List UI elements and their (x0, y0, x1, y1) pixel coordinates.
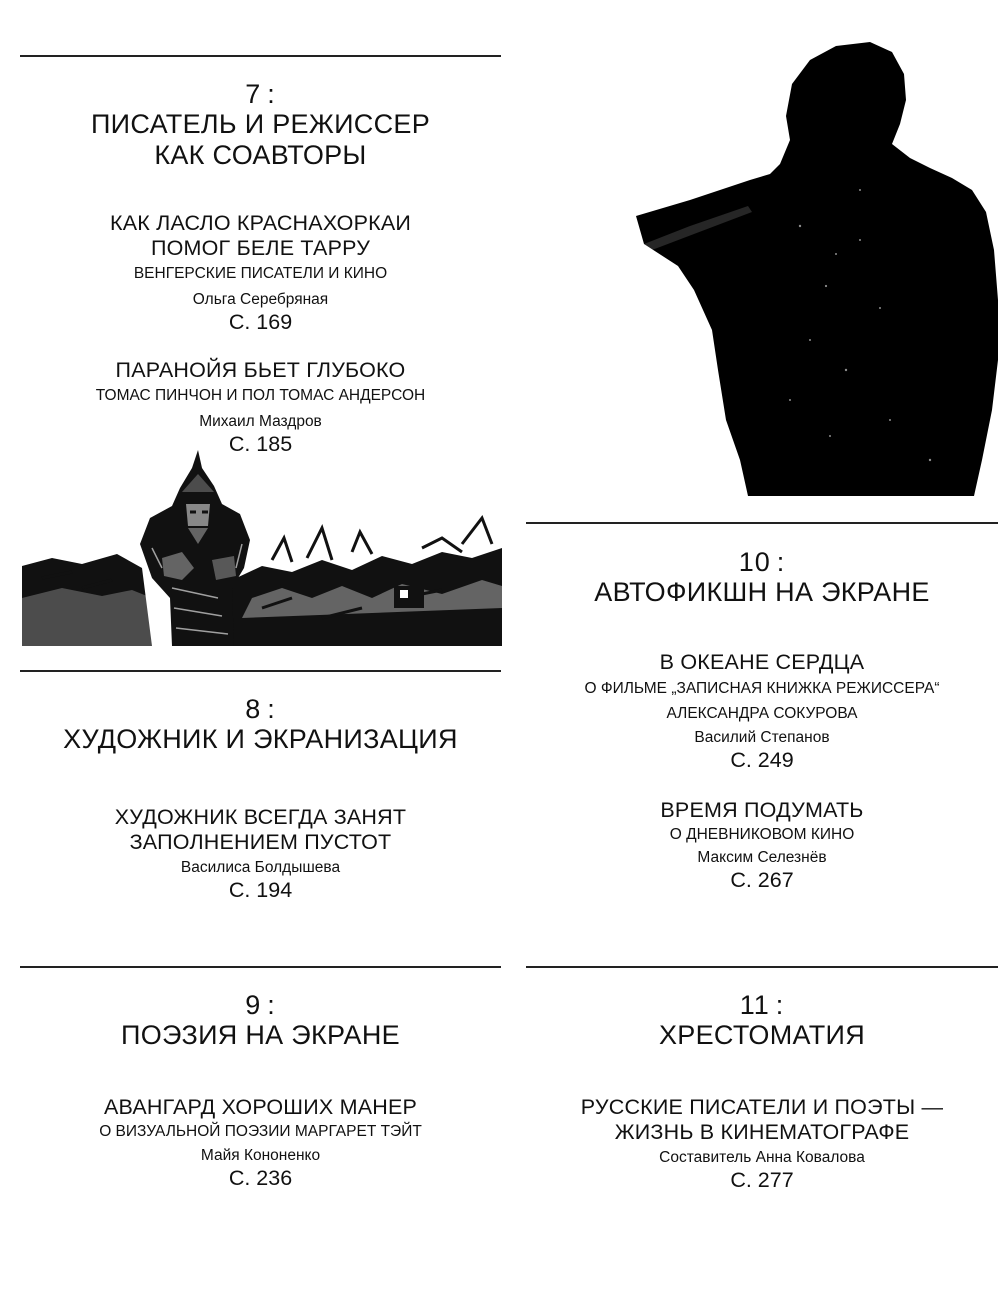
section-title: ХРЕСТОМАТИЯ (659, 1020, 865, 1050)
article-subtitle: О ДНЕВНИКОВОМ КИНО (669, 826, 855, 843)
section-number: 10 : (738, 547, 786, 577)
section-8 (20, 694, 501, 902)
article-author: Максим Селезнёв (697, 849, 827, 866)
section-9 (20, 990, 501, 1190)
article-title: ВРЕМЯ ПОДУМАТЬ (660, 798, 864, 822)
article-entry[interactable] (20, 358, 501, 456)
article-title: ХУДОЖНИК ВСЕГДА ЗАНЯТ ЗАПОЛНЕНИЕМ ПУСТОТ (114, 805, 407, 854)
divider-top-left (20, 55, 501, 57)
article-author: Майя Кононенко (200, 1147, 321, 1164)
article-entry[interactable] (526, 650, 998, 772)
article-title: В ОКЕАНЕ СЕРДЦА (659, 650, 865, 674)
article-title: РУССКИЕ ПИСАТЕЛИ И ПОЭТЫ — ЖИЗНЬ В КИНЕМАТОГРАФЕ (580, 1095, 944, 1144)
article-author: Ольга Серебряная (192, 291, 329, 308)
article-subtitle: ВЕНГЕРСКИЕ ПИСАТЕЛИ И КИНО (133, 265, 388, 282)
article-author: Василиса Болдышева (180, 859, 341, 876)
section-title: ПИСАТЕЛЬ И РЕЖИССЕР КАК СОАВТОРЫ (90, 109, 431, 170)
article-title: АВАНГАРД ХОРОШИХ МАНЕР (103, 1095, 418, 1119)
article-subtitle: ТОМАС ПИНЧОН И ПОЛ ТОМАС АНДЕРСОН (95, 387, 426, 404)
section-title: АВТОФИКШН НА ЭКРАНЕ (594, 577, 930, 607)
divider-left-mid (20, 670, 501, 672)
article-entry[interactable] (526, 798, 998, 892)
article-page: С. 249 (730, 748, 794, 772)
section-number: 8 : (245, 694, 276, 724)
section-10 (526, 547, 998, 892)
warrior-engraving-illustration (22, 448, 502, 646)
divider-right-bottom (526, 966, 998, 968)
article-entry[interactable] (20, 805, 501, 902)
article-title: КАК ЛАСЛО КРАСНАХОРКАИ ПОМОГ БЕЛЕ ТАРРУ (109, 211, 412, 260)
divider-left-bottom (20, 966, 501, 968)
article-page: С. 169 (228, 310, 293, 334)
article-author: Михаил Маздров (199, 413, 322, 430)
article-page: С. 267 (730, 868, 794, 892)
article-entry[interactable] (20, 1095, 501, 1190)
section-7 (20, 79, 501, 456)
section-title: ПОЭЗИЯ НА ЭКРАНЕ (121, 1020, 400, 1050)
article-entry[interactable] (20, 211, 501, 334)
article-author: Составитель Анна Ковалова (659, 1149, 865, 1166)
section-number: 9 : (245, 990, 276, 1020)
section-number: 7 : (245, 79, 276, 109)
section-title: ХУДОЖНИК И ЭКРАНИЗАЦИЯ (63, 724, 458, 754)
article-subtitle: О ВИЗУАЛЬНОЙ ПОЭЗИИ МАРГАРЕТ ТЭЙТ (99, 1123, 422, 1140)
section-number: 11 : (739, 990, 785, 1020)
article-title: ПАРАНОЙЯ БЬЕТ ГЛУБОКО (115, 358, 406, 382)
reader-silhouette-illustration (630, 40, 1000, 500)
article-page: С. 185 (228, 432, 293, 456)
section-11 (526, 990, 998, 1192)
article-page: С. 236 (228, 1166, 293, 1190)
article-page: С. 277 (730, 1168, 794, 1192)
article-entry[interactable] (526, 1095, 998, 1192)
article-page: С. 194 (228, 878, 293, 902)
article-subtitle: О ФИЛЬМЕ „ЗАПИСНАЯ КНИЖКА РЕЖИССЕРА“ АЛЕКСАНДРА СОКУРОВА (584, 680, 940, 722)
article-author: Василий Степанов (694, 729, 830, 746)
divider-right-mid (526, 522, 998, 524)
